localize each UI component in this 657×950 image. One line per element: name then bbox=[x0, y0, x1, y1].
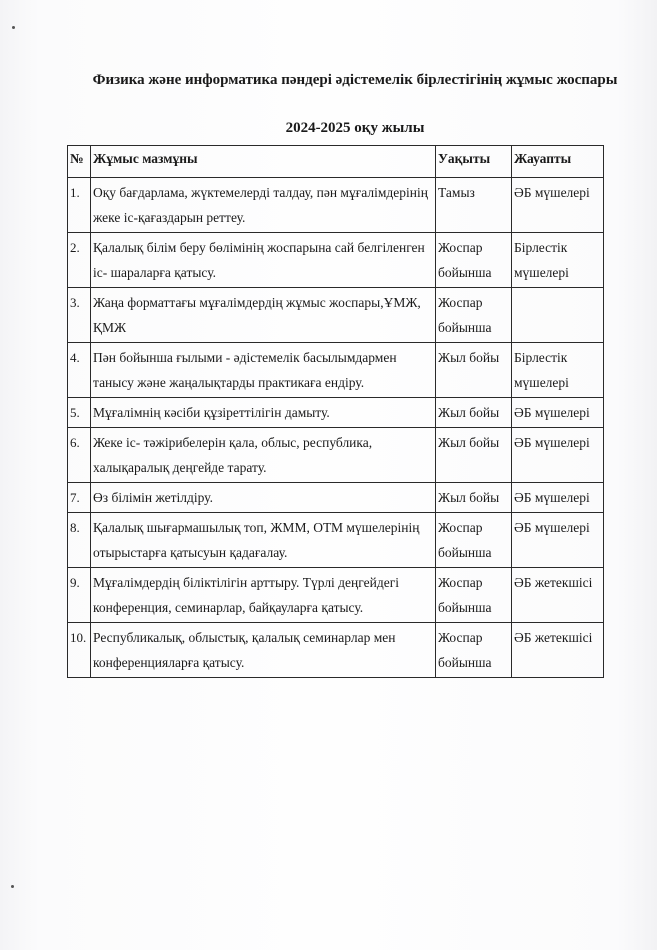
row-number: 8. bbox=[68, 513, 91, 568]
row-content: Жаңа форматтағы мұғалімдердің жұмыс жоспары,ҰМЖ, ҚМЖ bbox=[91, 288, 436, 343]
row-time: Жоспар бойынша bbox=[436, 233, 512, 288]
document-title: Физика және информатика пәндері әдістемелік бірлестігінің жұмыс жоспары bbox=[92, 72, 618, 88]
table-body bbox=[68, 178, 604, 678]
row-time: Жоспар бойынша bbox=[436, 623, 512, 678]
row-content: Республикалық, облыстық, қалалық семинарлар мен конференцияларға қатысу. bbox=[91, 623, 436, 678]
header-content: Жұмыс мазмұны bbox=[91, 146, 436, 178]
row-content: Қалалық білім беру бөлімінің жоспарына сай белгіленген іс- шараларға қатысу. bbox=[91, 233, 436, 288]
table-row bbox=[68, 398, 604, 428]
row-responsible bbox=[512, 288, 604, 343]
row-time: Жыл бойы bbox=[436, 428, 512, 483]
header-number: № bbox=[68, 146, 91, 178]
row-time: Жыл бойы bbox=[436, 343, 512, 398]
row-responsible: ӘБ жетекшісі bbox=[512, 568, 604, 623]
row-number: 3. bbox=[68, 288, 91, 343]
header-responsible: Жауапты bbox=[512, 146, 604, 178]
row-responsible: Бірлестік мүшелері bbox=[512, 233, 604, 288]
row-content: Мұғалімдердің біліктілігін арттыру. Түрлі деңгейдегі конференция, семинарлар, байқауларға қатысу. bbox=[91, 568, 436, 623]
table-row bbox=[68, 428, 604, 483]
work-plan-table bbox=[67, 145, 604, 678]
row-content: Пән бойынша ғылыми - әдістемелік басылымдармен танысу және жаңалықтарды практикаға ендіру. bbox=[91, 343, 436, 398]
table-header-row bbox=[68, 146, 604, 178]
row-time: Жоспар бойынша bbox=[436, 513, 512, 568]
row-time: Жоспар бойынша bbox=[436, 288, 512, 343]
row-content: Қалалық шығармашылық топ, ЖММ, ОТМ мүшелерінің отырыстарға қатысуын қадағалау. bbox=[91, 513, 436, 568]
row-responsible: Бірлестік мүшелері bbox=[512, 343, 604, 398]
row-number: 9. bbox=[68, 568, 91, 623]
row-number: 5. bbox=[68, 398, 91, 428]
row-responsible: ӘБ мүшелері bbox=[512, 483, 604, 513]
row-time: Жыл бойы bbox=[436, 483, 512, 513]
row-responsible: ӘБ мүшелері bbox=[512, 398, 604, 428]
row-number: 4. bbox=[68, 343, 91, 398]
academic-year: 2024-2025 оқу жылы bbox=[285, 120, 425, 136]
row-content: Оқу бағдарлама, жүктемелерді талдау, пән мұғалімдерінің жеке іс-қағаздарын реттеу. bbox=[91, 178, 436, 233]
row-content: Өз білімін жетілдіру. bbox=[91, 483, 436, 513]
row-time: Жоспар бойынша bbox=[436, 568, 512, 623]
table-row bbox=[68, 343, 604, 398]
punch-mark bbox=[12, 26, 15, 29]
table-row bbox=[68, 568, 604, 623]
header-time: Уақыты bbox=[436, 146, 512, 178]
row-content: Жеке іс- тәжірибелерін қала, облыс, республика, халықаралық деңгейде тарату. bbox=[91, 428, 436, 483]
row-responsible: ӘБ мүшелері bbox=[512, 428, 604, 483]
row-number: 1. bbox=[68, 178, 91, 233]
row-time: Жыл бойы bbox=[436, 398, 512, 428]
punch-mark bbox=[11, 885, 14, 888]
row-responsible: ӘБ мүшелері bbox=[512, 178, 604, 233]
row-content: Мұғалімнің кәсіби құзіреттілігін дамыту. bbox=[91, 398, 436, 428]
table-row bbox=[68, 483, 604, 513]
table-row bbox=[68, 513, 604, 568]
row-number: 2. bbox=[68, 233, 91, 288]
table-row bbox=[68, 288, 604, 343]
row-number: 6. bbox=[68, 428, 91, 483]
table-row bbox=[68, 623, 604, 678]
row-number: 7. bbox=[68, 483, 91, 513]
table-row bbox=[68, 233, 604, 288]
row-responsible: ӘБ жетекшісі bbox=[512, 623, 604, 678]
row-responsible: ӘБ мүшелері bbox=[512, 513, 604, 568]
row-number: 10. bbox=[68, 623, 91, 678]
table-row bbox=[68, 178, 604, 233]
row-time: Тамыз bbox=[436, 178, 512, 233]
